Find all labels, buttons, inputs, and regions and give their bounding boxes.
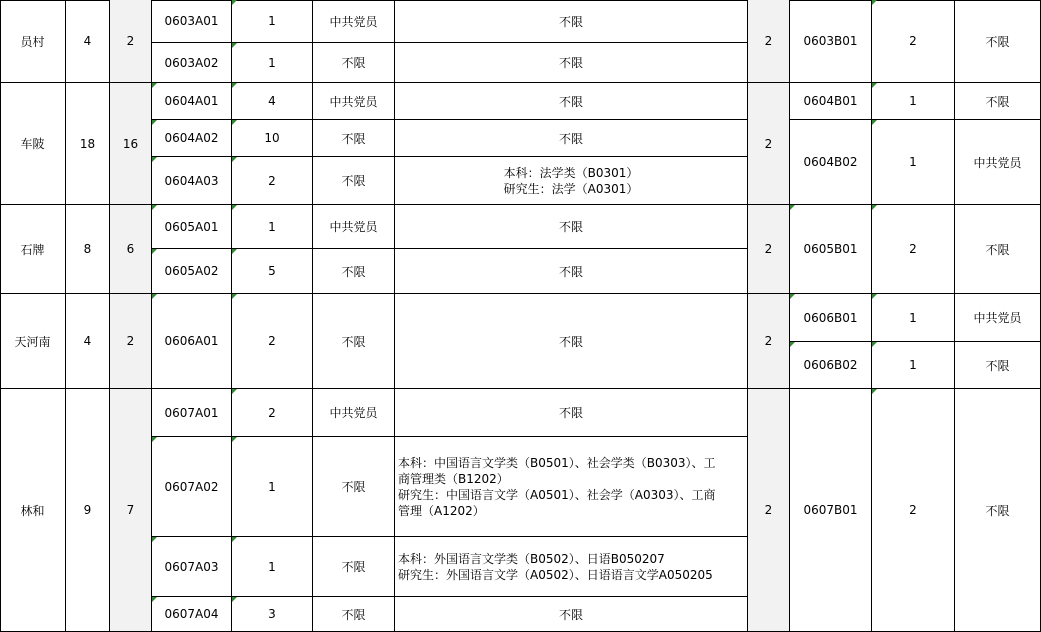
hire-number-cell: 10 [232, 120, 313, 157]
street-name-cell: 车陂 [0, 83, 66, 205]
a-count-cell: 6 [110, 205, 152, 294]
b-count-cell: 2 [748, 205, 790, 294]
b-post-code-cell: 0604B01 [790, 83, 872, 120]
major-line: 不限 [558, 334, 583, 349]
b-post-code-cell: 0606B02 [790, 342, 872, 389]
post-code-cell: 0606A01 [152, 294, 232, 389]
hire-number-cell: 2 [232, 157, 313, 205]
hire-number-cell: 4 [232, 83, 313, 120]
post-code-cell: 0603A01 [152, 0, 232, 43]
political-status-cell: 中共党员 [313, 83, 395, 120]
hire-number-cell: 1 [232, 205, 313, 249]
b-post-code-cell: 0605B01 [790, 205, 872, 294]
post-code-cell: 0607A03 [152, 537, 232, 597]
major-line: 研究生：外国语言文学（A0502）、日语语言文学A050205 [398, 567, 713, 582]
hire-number-cell: 2 [232, 294, 313, 389]
b-hire-number-cell: 1 [872, 294, 955, 342]
total-count-cell: 8 [66, 205, 110, 294]
major-line: 不限 [558, 131, 583, 146]
political-status-cell: 不限 [313, 294, 395, 389]
political-status-cell: 不限 [313, 249, 395, 294]
hire-number-cell: 5 [232, 249, 313, 294]
b-hire-number-cell: 1 [872, 83, 955, 120]
major-line: 不限 [558, 406, 583, 420]
b-post-code-cell: 0604B02 [790, 120, 872, 205]
hire-number-cell: 1 [232, 437, 313, 537]
b-hire-number-cell: 1 [872, 342, 955, 389]
total-count-cell: 4 [66, 0, 110, 83]
political-status-cell: 不限 [313, 437, 395, 537]
post-code-cell: 0607A01 [152, 389, 232, 437]
street-name-cell: 林和 [0, 389, 66, 632]
post-code-cell: 0605A01 [152, 205, 232, 249]
post-code-cell: 0604A01 [152, 83, 232, 120]
major-line: 不限 [558, 14, 583, 29]
b-political-status-cell: 不限 [955, 0, 1041, 83]
major-requirement-cell [395, 43, 748, 83]
a-count-cell: 16 [110, 83, 152, 205]
street-name-cell: 石牌 [0, 205, 66, 294]
b-post-code-cell: 0603B01 [790, 0, 872, 83]
b-political-status-cell: 中共党员 [955, 120, 1041, 205]
b-count-cell: 2 [748, 0, 790, 83]
major-requirement-cell [395, 83, 748, 120]
major-line: 不限 [558, 94, 583, 109]
b-count-cell: 2 [748, 294, 790, 389]
b-political-status-cell: 不限 [955, 83, 1041, 120]
major-requirement-cell [395, 157, 748, 205]
b-political-status-cell: 不限 [955, 389, 1041, 632]
major-requirement-cell [395, 537, 748, 597]
political-status-cell: 不限 [313, 157, 395, 205]
total-count-cell: 18 [66, 83, 110, 205]
political-status-cell: 中共党员 [313, 389, 395, 437]
major-line: 不限 [558, 220, 583, 234]
major-line: 商管理类（B1202） [398, 471, 509, 486]
b-hire-number-cell: 2 [872, 205, 955, 294]
hire-number-cell: 1 [232, 537, 313, 597]
a-count-cell: 2 [110, 0, 152, 83]
b-post-code-cell: 0607B01 [790, 389, 872, 632]
major-requirement-cell [395, 437, 748, 537]
b-political-status-cell: 不限 [955, 342, 1041, 389]
post-code-cell: 0607A02 [152, 437, 232, 537]
hire-number-cell: 1 [232, 43, 313, 83]
street-name-cell: 员村 [0, 0, 66, 83]
b-count-cell: 2 [748, 83, 790, 205]
major-requirement-cell [395, 294, 748, 389]
total-count-cell: 4 [66, 294, 110, 389]
post-code-cell: 0603A02 [152, 43, 232, 83]
political-status-cell: 不限 [313, 597, 395, 632]
a-count-cell: 7 [110, 389, 152, 632]
major-requirement-cell [395, 120, 748, 157]
major-line: 本科：外国语言文学类（B0502）、日语B050207 [398, 551, 665, 566]
major-requirement-cell [395, 389, 748, 437]
post-code-cell: 0604A02 [152, 120, 232, 157]
b-political-status-cell: 不限 [955, 205, 1041, 294]
b-hire-number-cell: 2 [872, 389, 955, 632]
b-hire-number-cell: 2 [872, 0, 955, 83]
major-line: 研究生：法学（A0301） [503, 181, 639, 196]
major-line: 不限 [558, 607, 583, 622]
a-count-cell: 2 [110, 294, 152, 389]
hire-number-cell: 2 [232, 389, 313, 437]
major-requirement-cell [395, 0, 748, 43]
b-count-cell: 2 [748, 389, 790, 632]
total-count-cell: 9 [66, 389, 110, 632]
major-line: 研究生：中国语言文学（A0501）、社会学（A0303）、工商 [398, 487, 716, 502]
political-status-cell: 不限 [313, 537, 395, 597]
political-status-cell: 不限 [313, 43, 395, 83]
post-code-cell: 0605A02 [152, 249, 232, 294]
major-line: 不限 [558, 264, 583, 279]
b-political-status-cell: 中共党员 [955, 294, 1041, 342]
hire-number-cell: 1 [232, 0, 313, 43]
major-line: 本科：中国语言文学类（B0501）、社会学类（B0303）、工 [398, 455, 716, 470]
hire-number-cell: 3 [232, 597, 313, 632]
major-requirement-cell [395, 597, 748, 632]
political-status-cell: 中共党员 [313, 205, 395, 249]
b-hire-number-cell: 1 [872, 120, 955, 205]
major-requirement-cell [395, 205, 748, 249]
major-line: 管理（A1202） [398, 503, 485, 518]
street-name-cell: 天河南 [0, 294, 66, 389]
major-requirement-cell [395, 249, 748, 294]
major-line: 本科：法学类（B0301） [503, 165, 639, 180]
political-status-cell: 中共党员 [313, 0, 395, 43]
post-code-cell: 0607A04 [152, 597, 232, 632]
major-line: 不限 [558, 56, 583, 70]
b-post-code-cell: 0606B01 [790, 294, 872, 342]
post-code-cell: 0604A03 [152, 157, 232, 205]
political-status-cell: 不限 [313, 120, 395, 157]
